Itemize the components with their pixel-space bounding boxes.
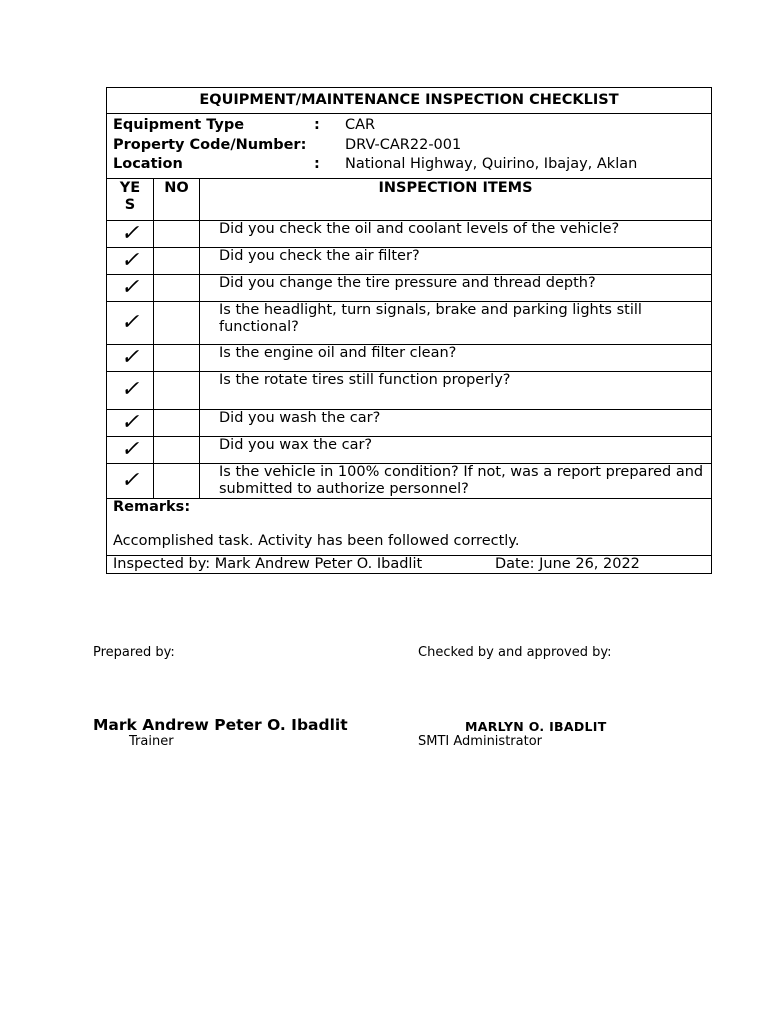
- inspection-question: Did you wax the car?: [200, 436, 712, 463]
- checklist-item-row: [107, 274, 712, 301]
- approved-by-label: Checked by and approved by:: [418, 645, 612, 660]
- yes-checkmark: ✓: [107, 409, 154, 436]
- no-cell: [154, 301, 200, 344]
- approved-by-role: SMTI Administrator: [418, 734, 542, 749]
- prepared-by-label: Prepared by:: [93, 645, 175, 660]
- checklist-item-row: [107, 463, 712, 498]
- location-label: Location: [113, 156, 183, 172]
- property-code-label: Property Code/Number:: [113, 136, 307, 153]
- inspection-date: Date: June 26, 2022: [495, 555, 640, 572]
- checklist-item-row: [107, 409, 712, 436]
- inspection-checklist: [106, 87, 711, 574]
- yes-checkmark: ✓: [107, 371, 154, 409]
- inspection-footer: [107, 555, 712, 573]
- checklist-title: EQUIPMENT/MAINTENANCE INSPECTION CHECKLIST: [107, 88, 712, 114]
- no-cell: [154, 344, 200, 371]
- no-cell: [154, 371, 200, 409]
- location-value: National Highway, Quirino, Ibajay, Aklan: [345, 156, 638, 172]
- equipment-info: [107, 114, 712, 179]
- items-column-header: INSPECTION ITEMS: [200, 178, 712, 220]
- inspection-question: Did you wash the car?: [200, 409, 712, 436]
- checklist-item-row: [107, 344, 712, 371]
- checklist-table: [106, 87, 712, 574]
- checklist-item-row: [107, 436, 712, 463]
- inspection-question: Is the rotate tires still function properly?: [200, 371, 712, 409]
- inspection-question: Did you check the oil and coolant levels of the vehicle?: [200, 220, 712, 247]
- remarks-label: Remarks:: [113, 498, 191, 515]
- inspection-items: [107, 220, 712, 498]
- yes-checkmark: ✓: [107, 463, 154, 498]
- column-header-row: [107, 178, 712, 220]
- no-cell: [154, 409, 200, 436]
- yes-checkmark: ✓: [107, 436, 154, 463]
- remarks-section: [107, 498, 712, 555]
- no-cell: [154, 247, 200, 274]
- location-line: [113, 155, 711, 175]
- property-code-value: DRV-CAR22-001: [345, 136, 462, 153]
- equipment-type-line: [113, 116, 711, 136]
- yes-checkmark: ✓: [107, 220, 154, 247]
- inspection-question: Is the vehicle in 100% condition? If not, was a report prepared and submitted to authorize personnel?: [200, 463, 712, 498]
- checklist-item-row: [107, 301, 712, 344]
- remarks-text: Accomplished task. Activity has been followed correctly.: [113, 532, 520, 549]
- no-column-header: NO: [154, 178, 200, 220]
- prepared-by-name: Mark Andrew Peter O. Ibadlit: [93, 716, 348, 734]
- checklist-item-row: [107, 371, 712, 409]
- no-cell: [154, 274, 200, 301]
- inspection-question: Is the engine oil and filter clean?: [200, 344, 712, 371]
- yes-checkmark: ✓: [107, 301, 154, 344]
- inspection-question: Is the headlight, turn signals, brake and parking lights still functional?: [200, 301, 712, 344]
- property-code-line: [113, 136, 711, 156]
- inspection-question: Did you check the air filter?: [200, 247, 712, 274]
- approved-by-name: MARLYN O. IBADLIT: [465, 719, 607, 734]
- inspection-question: Did you change the tire pressure and thread depth?: [200, 274, 712, 301]
- checklist-item-row: [107, 247, 712, 274]
- equipment-type-value: CAR: [345, 117, 376, 133]
- equipment-type-label: Equipment Type: [113, 117, 245, 133]
- no-cell: [154, 436, 200, 463]
- prepared-by-role: Trainer: [129, 734, 174, 749]
- inspected-by: Inspected by: Mark Andrew Peter O. Ibadlit: [113, 555, 423, 572]
- no-cell: [154, 220, 200, 247]
- no-cell: [154, 463, 200, 498]
- checklist-item-row: [107, 220, 712, 247]
- yes-checkmark: ✓: [107, 274, 154, 301]
- yes-checkmark: ✓: [107, 344, 154, 371]
- equipment-type-colon: :: [314, 117, 320, 133]
- yes-column-header: YE S: [107, 178, 154, 220]
- yes-checkmark: ✓: [107, 247, 154, 274]
- location-colon: :: [314, 156, 320, 172]
